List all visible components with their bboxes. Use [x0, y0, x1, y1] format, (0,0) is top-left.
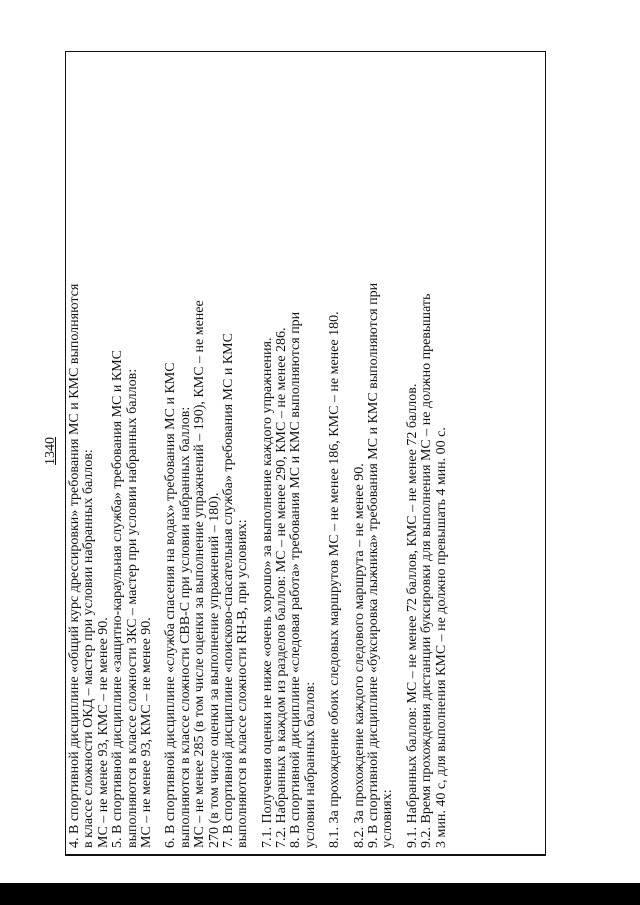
- text-line: 7.2. Набранных в каждом из разделов баллов: МС – не менее 290, КМС – не менее 286.: [274, 327, 290, 848]
- text-line: 8.1. За прохождение обоих следовых маршрутов МС – не менее 186, КМС – не менее 180.: [327, 311, 343, 848]
- text-line: 9. В спортивной дисциплине «буксировка лыжника» требования МС и КМС выполняются при: [366, 282, 382, 848]
- text-line: 4. В спортивной дисциплине «общий курс дрессировки» требования МС и КМС выполняются: [67, 283, 82, 848]
- empty-left-column: [66, 854, 545, 855]
- text-line: 9.1. Набранных баллов: МС – не менее 72 баллов, КМС – не менее 72 баллов.: [404, 383, 420, 848]
- text-line: 3 мин. 40 с, для выполнения КМС – не должно превышать 4 мин. 00 с.: [433, 427, 449, 848]
- text-line: выполняются в классе сложности ЗКС – мастер при условии набранных баллов:: [124, 368, 140, 848]
- text-line: условии набранных баллов:: [302, 681, 318, 848]
- text-line: 8. В спортивной дисциплине «следовая работа» требования МС и КМС выполняются при: [288, 311, 304, 848]
- text-line: 270 (в том числе оценки за выполнение упражнений – 180).: [206, 492, 222, 848]
- text-line: 5. В спортивной дисциплине «защитно-караульная служба» требования МС и КМС: [110, 350, 126, 848]
- text-line: выполняются в классе сложности СВВ-С при условии набранных баллов:: [177, 406, 193, 848]
- table-content-cell: [68, 56, 542, 848]
- text-line: МС – не менее 93, КМС – не менее 90.: [138, 617, 154, 848]
- text-line: МС – не менее 93, КМС – не менее 90.: [95, 617, 111, 848]
- scan-bottom-edge: [0, 883, 640, 905]
- text-line: 8.2. За прохождение каждого следового маршрута – не менее 90.: [351, 463, 367, 848]
- table-frame: [65, 51, 546, 856]
- text-line: в классе сложности ОКД – мастер при условии набранных баллов:: [81, 449, 97, 848]
- text-line: выполняются в классе сложности RH-B, при условиях:: [235, 519, 251, 848]
- text-line: 6. В спортивной дисциплине «служба спасения на водах» требования МС и КМС: [163, 362, 179, 848]
- text-line: МС – не менее 285 (в том числе оценки за выполнение упражнений – 190), КМС – не менее: [192, 300, 208, 848]
- page-number: 1340: [43, 437, 58, 465]
- text-line: 7.1. Получения оценки не ниже «очень хорошо» за выполнение каждого упражнения.: [259, 337, 275, 848]
- text-line: 7. В спортивной дисциплине «поисково-спасательная служба» требования МС и КМС: [220, 333, 236, 848]
- text-line: условиях:: [380, 789, 396, 848]
- text-line: 9.2. Время прохождения дистанции буксировки для выполнения МС – не должно превышать: [419, 293, 435, 848]
